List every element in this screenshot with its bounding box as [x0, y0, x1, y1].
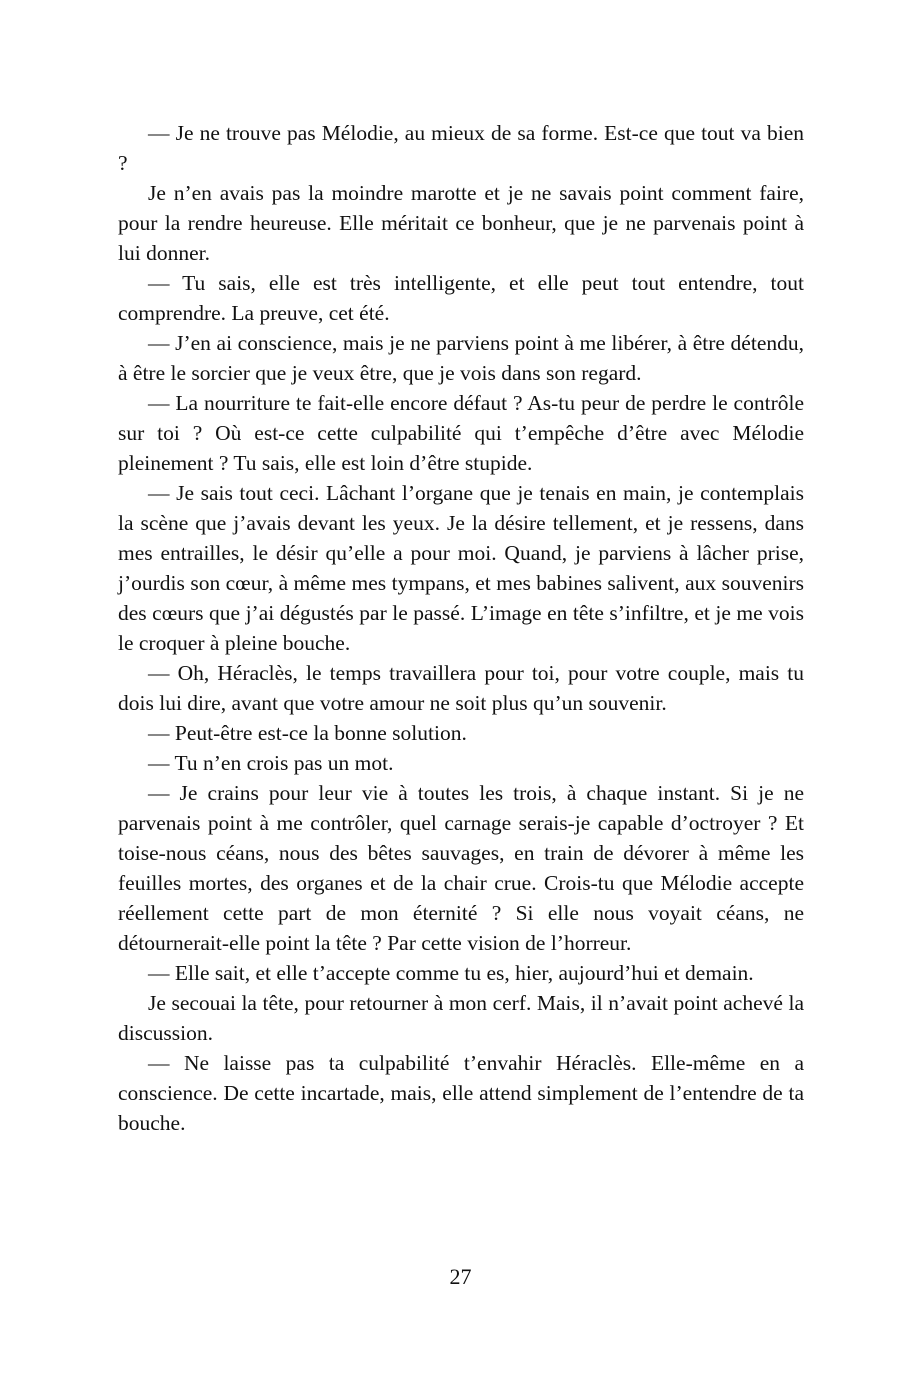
paragraph: Je secouai la tête, pour retourner à mon cerf. Mais, il n’avait point achevé la discussion.: [118, 991, 804, 1045]
paragraph: — Je crains pour leur vie à toutes les trois, à chaque instant. Si je ne parvenais point à me contrôler, quel carnage serais-je capable d’octroyer ? Et toise-nous céans, nous des bêtes sauvages, en train de dévorer à même les feuilles mortes, des organes et de la chair crue. Crois-tu que Mélodie accepte réellement cette part de mon éternité ? Si elle nous voyait céans, ne détournerait-elle point la tête ? Par cette vision de l’horreur.: [118, 781, 804, 955]
page-number: 27: [449, 1264, 472, 1289]
paragraph: — Tu n’en crois pas un mot.: [148, 751, 394, 775]
paragraph: — J’en ai conscience, mais je ne parviens point à me libérer, à être détendu, à être le sorcier que je veux être, que je vois dans son regard.: [118, 331, 804, 385]
paragraph: — Ne laisse pas ta culpabilité t’envahir Héraclès. Elle-même en a conscience. De cette incartade, mais, elle attend simplement de l’entendre de ta bouche.: [118, 1051, 804, 1135]
paragraph: — Peut-être est-ce la bonne solution.: [148, 721, 467, 745]
paragraph: — Oh, Héraclès, le temps travaillera pour toi, pour votre couple, mais tu dois lui dire, avant que votre amour ne soit plus qu’un souvenir.: [118, 661, 804, 715]
paragraph: — Je ne trouve pas Mélodie, au mieux de sa forme. Est-ce que tout va bien ?: [118, 121, 804, 175]
paragraph: — La nourriture te fait-elle encore défaut ? As-tu peur de perdre le contrôle sur toi ? Où est-ce cette culpabilité qui t’empêche d’être avec Mélodie pleinement ? Tu sais, elle est loin d’être stupide.: [118, 391, 804, 475]
body-text: [118, 118, 804, 1138]
paragraph: — Tu sais, elle est très intelligente, et elle peut tout entendre, tout comprendre. La preuve, cet été.: [118, 271, 804, 325]
paragraph: — Je sais tout ceci. Lâchant l’organe que je tenais en main, je contemplais la scène que j’avais devant les yeux. Je la désire tellement, et je ressens, dans mes entrailles, le désir qu’elle a pour moi. Quand, je parviens à lâcher prise, j’ourdis son cœur, à même mes tympans, et mes babines salivent, aux souvenirs des cœurs que j’ai dégustés par le passé. L’image en tête s’infiltre, et je me vois le croquer à pleine bouche.: [118, 481, 804, 655]
paragraph: Je n’en avais pas la moindre marotte et je ne savais point comment faire, pour la rendre heureuse. Elle méritait ce bonheur, que je ne parvenais point à lui donner.: [118, 181, 804, 265]
paragraph: — Elle sait, et elle t’accepte comme tu es, hier, aujourd’hui et demain.: [148, 961, 754, 985]
